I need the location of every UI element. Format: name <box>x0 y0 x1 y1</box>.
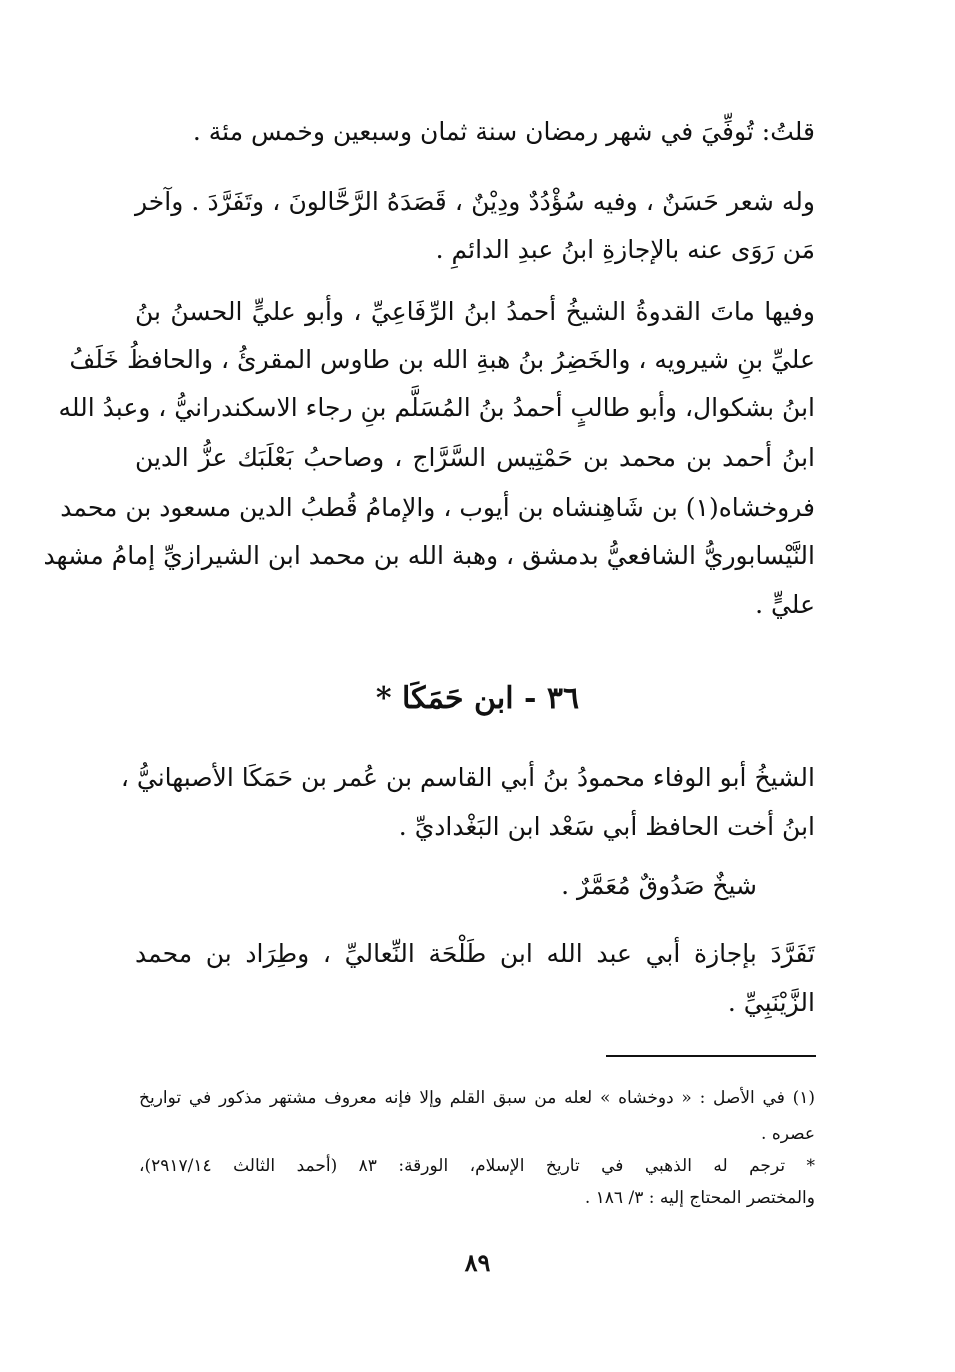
biography-trust-line: شيخٌ صَدُوقٌ مُعَمَّرٌ . <box>561 871 757 900</box>
paragraph-poetry-line-2: مَن رَوَى عنه بالإجازةِ ابنُ عبدِ الدائمِ . <box>435 235 815 264</box>
biography-line-2: ابنُ أخت الحافظ أبي سَعْد ابن البَغْداديِّ . <box>398 812 815 841</box>
footnote-2-line-2: والمختصر المحتاج إليه : ٣/ ١٨٦ . <box>584 1188 815 1208</box>
biography-ijaza-line-2: الزَّيْنَبِيِّ . <box>727 988 815 1017</box>
section-heading: ٣٦ - ابن حَمَكَا * <box>375 681 580 716</box>
footnote-1-line-1: (١) في الأصل : « دوخشاه » لعله من سبق القلم وإلا فإنه معروف مشتهر مذكور في تواريخ <box>139 1088 815 1108</box>
biography-line-1: الشيخُ أبو الوفاء محمودُ بنُ أبي القاسم بن عُمر بن حَمَكَا الأصبهانيُّ ، <box>120 763 815 792</box>
footnote-1-line-2: عصره . <box>761 1124 815 1144</box>
footnote-2-line-1: * ترجم له الذهبي في تاريخ الإسلام، الورقة: ٨٣ (أحمد الثالث ٢٩١٧/١٤)، <box>139 1156 815 1176</box>
paragraph-death-line-1: قلتُ: تُوفِّيَ في شهر رمضان سنة ثمان وسبعين وخمس مئة . <box>192 117 815 146</box>
paragraph-deaths-line-3: ابنُ بشكوال، وأبو طالبٍ أحمدُ بنُ المُسَلَّم بنِ رجاء الاسكندرانيُّ ، وعبدُ الله <box>58 393 815 422</box>
paragraph-deaths-line-6: النَّيْسابوريُّ الشافعيُّ بدمشق ، وهبة الله بن محمد ابن الشيرازيِّ إمامُ مشهد <box>43 541 815 570</box>
paragraph-poetry-line-1: وله شعر حَسَنٌ ، وفيه سُؤْدُدٌ ودِيْنٌ ، قَصَدَهُ الرَّحَّالونَ ، وتَفَرَّدَ . وآخر <box>135 187 815 216</box>
paragraph-deaths-line-1: وفيها ماتَ القدوةُ الشيخُ أحمدُ ابنُ الرِّفَاعِيِّ ، وأبو عليٍّ الحسنُ بنُ <box>135 297 815 326</box>
paragraph-deaths-line-7: عليٍّ . <box>755 590 815 619</box>
paragraph-deaths-line-2: عليِّ بنِ شيرويه ، والخَضِرُ بنُ هبةِ الله بن طاوس المقرئُ ، والحافظُ خَلَفُ <box>69 345 815 374</box>
biography-ijaza-line-1: تَفَرَّدَ بإجازة أبي عبد الله ابن طَلْحَة النِّعاليِّ ، وطِرَاد بن محمد <box>135 939 815 968</box>
paragraph-deaths-line-4: ابنُ أحمد بن محمد بن حَمْتِيس السَّرَّاج ، وصاحبُ بَعْلَبَك عزُّ الدين <box>135 443 815 472</box>
paragraph-deaths-line-5: فروخشاه(١) بن شَاهِنشاه بن أيوب ، والإمامُ قُطبُ الدين مسعود بن محمد <box>60 493 815 522</box>
page-number: ٨٩ <box>464 1248 491 1277</box>
footnote-divider <box>606 1055 816 1057</box>
